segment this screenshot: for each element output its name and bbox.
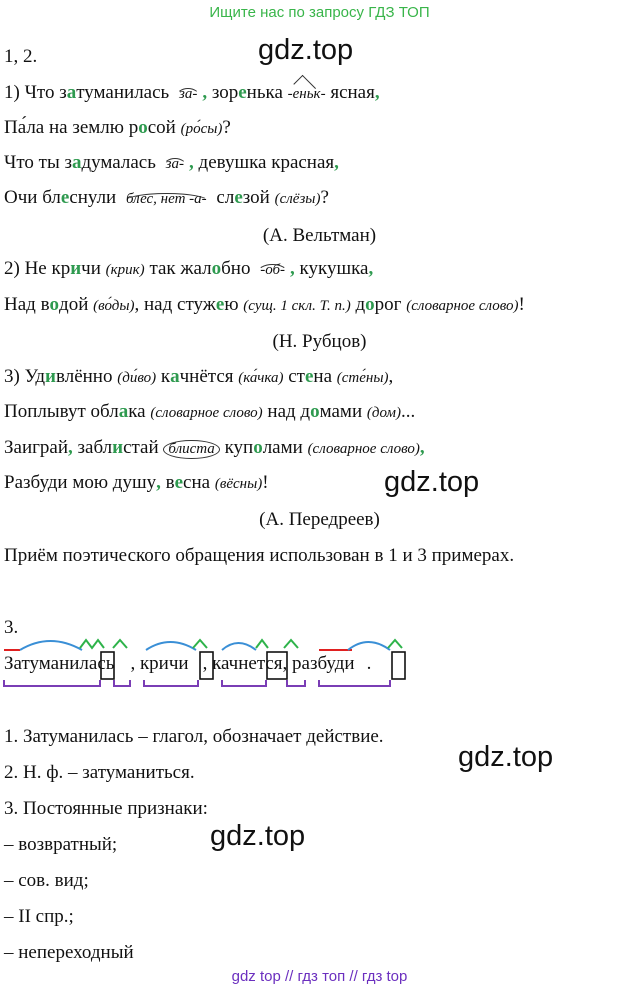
watermark: gdz.top [384,466,480,498]
root-hint: блиста [163,440,219,459]
morph-line-2: 2. Н. ф. – затуманиться. [4,762,195,783]
morph-line-1: 1. Затуманилась – глагол, обозначает действие. [4,726,384,747]
poem-line-5: 2) Не кричи (крик) так жалобно -об- , кукушка, [4,258,374,279]
poem-line-8: Поплывут облака (словарное слово) над домами (дом)... [4,401,416,422]
parse-word: , разбуди [282,653,355,674]
watermark: gdz.top [458,741,554,773]
parse-word: , качнется [202,653,283,674]
poem-line-4: Очи блеснули блес, нет -а- слезой (слёзы)? [4,187,329,208]
morph-line-7: – непереходный [4,942,134,963]
poem-line-3: Что ты задумалась за- , девушка красная, [4,152,339,173]
author-1: (А. Вельтман) [262,225,377,246]
morph-line-3: 3. Постоянные признаки: [4,798,208,819]
top-banner: Ищите нас по запросу ГДЗ ТОП [209,4,430,21]
task-label: 1, 2. [4,46,38,67]
poem-line-1: 1) Что затуманилась за- , зоренька -еньк- ясная, [4,82,380,103]
task-label: 3. [4,617,19,638]
poem-line-9: Заиграй, заблистай блиста куполами (словарное слово), [4,437,425,458]
author-2: (Н. Рубцов) [272,331,367,352]
parse-line: Затуманилась , кричи , качнется, разбуди . [4,653,372,674]
poem-line-7: 3) Удивлённо (ди́во) качнётся (ка́чка) стена (сте́ны), [4,366,394,387]
parse-word: Затуманилась [4,653,115,674]
conclusion: Приём поэтического обращения использован в 1 и 3 примерах. [4,545,515,566]
poem-line-10: Разбуди мою душу, весна (вёсны)! [4,472,269,493]
poem-line-2: Па́ла на землю росой (ро́сы)? [4,117,231,138]
footer-links[interactable]: gdz top // гдз топ // гдз top [231,968,408,985]
poem-line-6: Над водой (во́ды), над стужею (сущ. 1 скл. Т. п.) дорог (словарное слово)! [4,294,525,315]
suffix-hint: -еньк- [287,86,326,102]
parse-word: , кричи [130,653,189,674]
morph-line-4: – возвратный; [4,834,118,855]
morph-line-6: – II спр.; [4,906,74,927]
prefix-hint: за- [176,86,200,103]
morph-line-5: – сов. вид; [4,870,89,891]
watermark: gdz.top [258,34,354,66]
author-3: (А. Передреев) [259,509,380,530]
watermark: gdz.top [210,820,306,852]
